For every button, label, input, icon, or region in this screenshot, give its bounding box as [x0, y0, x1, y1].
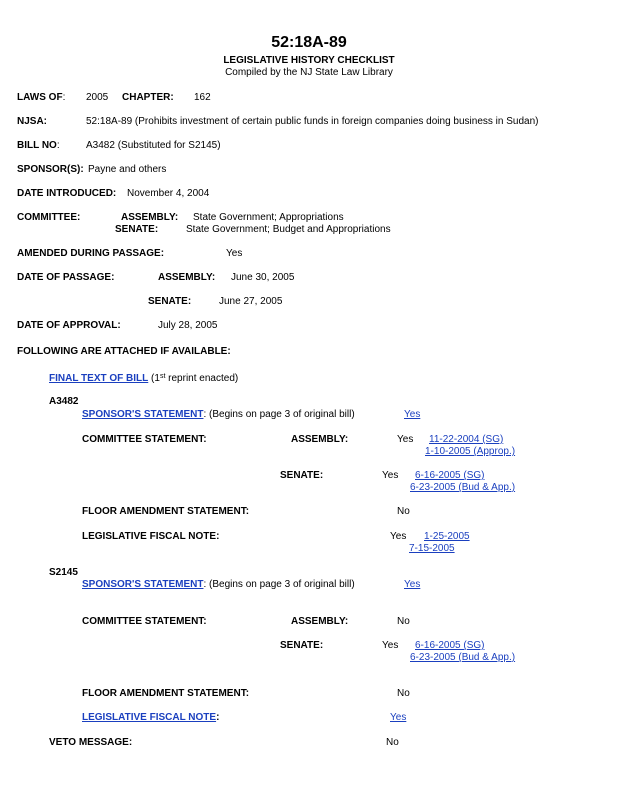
sponsors-label: SPONSOR(S):	[17, 164, 84, 175]
attached-heading: FOLLOWING ARE ATTACHED IF AVAILABLE:	[17, 346, 231, 357]
s2145-committee-assembly-label: ASSEMBLY:	[291, 616, 349, 627]
final-text-of-bill-link[interactable]: FINAL TEXT OF BILL	[49, 373, 149, 384]
a3482-committee-assembly-label: ASSEMBLY:	[291, 434, 349, 445]
s2145-committee-label: COMMITTEE STATEMENT:	[82, 616, 207, 627]
s2145-floor-value: No	[397, 688, 410, 699]
s2145-sponsor-line: SPONSOR'S STATEMENT: (Begins on page 3 of original bill)	[82, 579, 355, 590]
s2145-fiscal-yes-link[interactable]: Yes	[390, 712, 407, 723]
s2145-committee-assembly-value: No	[397, 616, 410, 627]
s2145-senate-link-1[interactable]: 6-16-2005 (SG)	[415, 640, 485, 651]
checklist-subtitle: LEGISLATIVE HISTORY CHECKLIST	[223, 55, 395, 66]
date-of-approval-label: DATE OF APPROVAL:	[17, 320, 121, 331]
njsa-value: 52:18A-89 (Prohibits investment of certain public funds in foreign companies doing business in Sudan)	[86, 116, 539, 127]
committee-label: COMMITTEE:	[17, 212, 81, 223]
s2145-fiscal-note-link[interactable]: LEGISLATIVE FISCAL NOTE	[82, 712, 217, 723]
a3482-committee-label: COMMITTEE STATEMENT:	[82, 434, 207, 445]
passage-senate-value: June 27, 2005	[219, 296, 283, 307]
committee-assembly-label: ASSEMBLY:	[121, 212, 179, 223]
a3482-sponsor-line: SPONSOR'S STATEMENT: (Begins on page 3 of original bill)	[82, 409, 355, 420]
chapter-value: 162	[194, 92, 211, 103]
a3482-heading: A3482	[49, 396, 79, 407]
a3482-sponsor-yes-link[interactable]: Yes	[404, 409, 421, 420]
a3482-sponsor-statement-link[interactable]: SPONSOR'S STATEMENT	[82, 409, 204, 420]
veto-value: No	[386, 737, 399, 748]
a3482-committee-senate-yes: Yes	[382, 470, 399, 481]
bill-no-label: BILL NO:	[17, 140, 60, 151]
a3482-fiscal-label: LEGISLATIVE FISCAL NOTE:	[82, 531, 220, 542]
final-text-line: FINAL TEXT OF BILL (1st reprint enacted)	[49, 373, 239, 384]
s2145-fiscal-line: LEGISLATIVE FISCAL NOTE:	[82, 712, 220, 723]
a3482-assembly-link-1[interactable]: 11-22-2004 (SG)	[429, 434, 504, 445]
njsa-label: NJSA:	[17, 116, 48, 127]
laws-of-year: 2005	[86, 92, 109, 103]
committee-senate-value: State Government; Budget and Appropriations	[186, 224, 391, 235]
date-of-passage-label: DATE OF PASSAGE:	[17, 272, 115, 283]
s2145-heading: S2145	[49, 567, 78, 578]
sponsors-value: Payne and others	[88, 164, 167, 175]
a3482-fiscal-yes: Yes	[390, 531, 407, 542]
committee-assembly-value: State Government; Appropriations	[193, 212, 344, 223]
s2145-committee-senate-yes: Yes	[382, 640, 399, 651]
a3482-committee-assembly-yes: Yes	[397, 434, 414, 445]
s2145-senate-link-2[interactable]: 6-23-2005 (Bud & App.)	[410, 652, 516, 663]
page-title: 52:18A-89	[271, 34, 347, 51]
laws-of-label: LAWS OF:	[17, 92, 66, 103]
passage-senate-label: SENATE:	[148, 296, 192, 307]
chapter-label: CHAPTER:	[122, 92, 174, 103]
bill-no-value: A3482 (Substituted for S2145)	[86, 140, 221, 151]
s2145-sponsor-yes-link[interactable]: Yes	[404, 579, 421, 590]
a3482-committee-senate-label: SENATE:	[280, 470, 324, 481]
a3482-senate-link-1[interactable]: 6-16-2005 (SG)	[415, 470, 485, 481]
a3482-fiscal-link-2[interactable]: 7-15-2005	[409, 543, 455, 554]
committee-senate-label: SENATE:	[115, 224, 159, 235]
a3482-floor-label: FLOOR AMENDMENT STATEMENT:	[82, 506, 250, 517]
s2145-floor-label: FLOOR AMENDMENT STATEMENT:	[82, 688, 250, 699]
a3482-senate-link-2[interactable]: 6-23-2005 (Bud & App.)	[410, 482, 516, 493]
compiled-by: Compiled by the NJ State Law Library	[225, 67, 393, 78]
passage-assembly-value: June 30, 2005	[231, 272, 295, 283]
date-introduced-value: November 4, 2004	[127, 188, 210, 199]
veto-label: VETO MESSAGE:	[49, 737, 133, 748]
date-of-approval-value: July 28, 2005	[158, 320, 218, 331]
date-introduced-label: DATE INTRODUCED:	[17, 188, 117, 199]
amended-value: Yes	[226, 248, 243, 259]
a3482-floor-value: No	[397, 506, 410, 517]
amended-label: AMENDED DURING PASSAGE:	[17, 248, 165, 259]
a3482-fiscal-link-1[interactable]: 1-25-2005	[424, 531, 470, 542]
s2145-committee-senate-label: SENATE:	[280, 640, 324, 651]
a3482-assembly-link-2[interactable]: 1-10-2005 (Approp.)	[425, 446, 516, 457]
passage-assembly-label: ASSEMBLY:	[158, 272, 216, 283]
s2145-sponsor-statement-link[interactable]: SPONSOR'S STATEMENT	[82, 579, 204, 590]
